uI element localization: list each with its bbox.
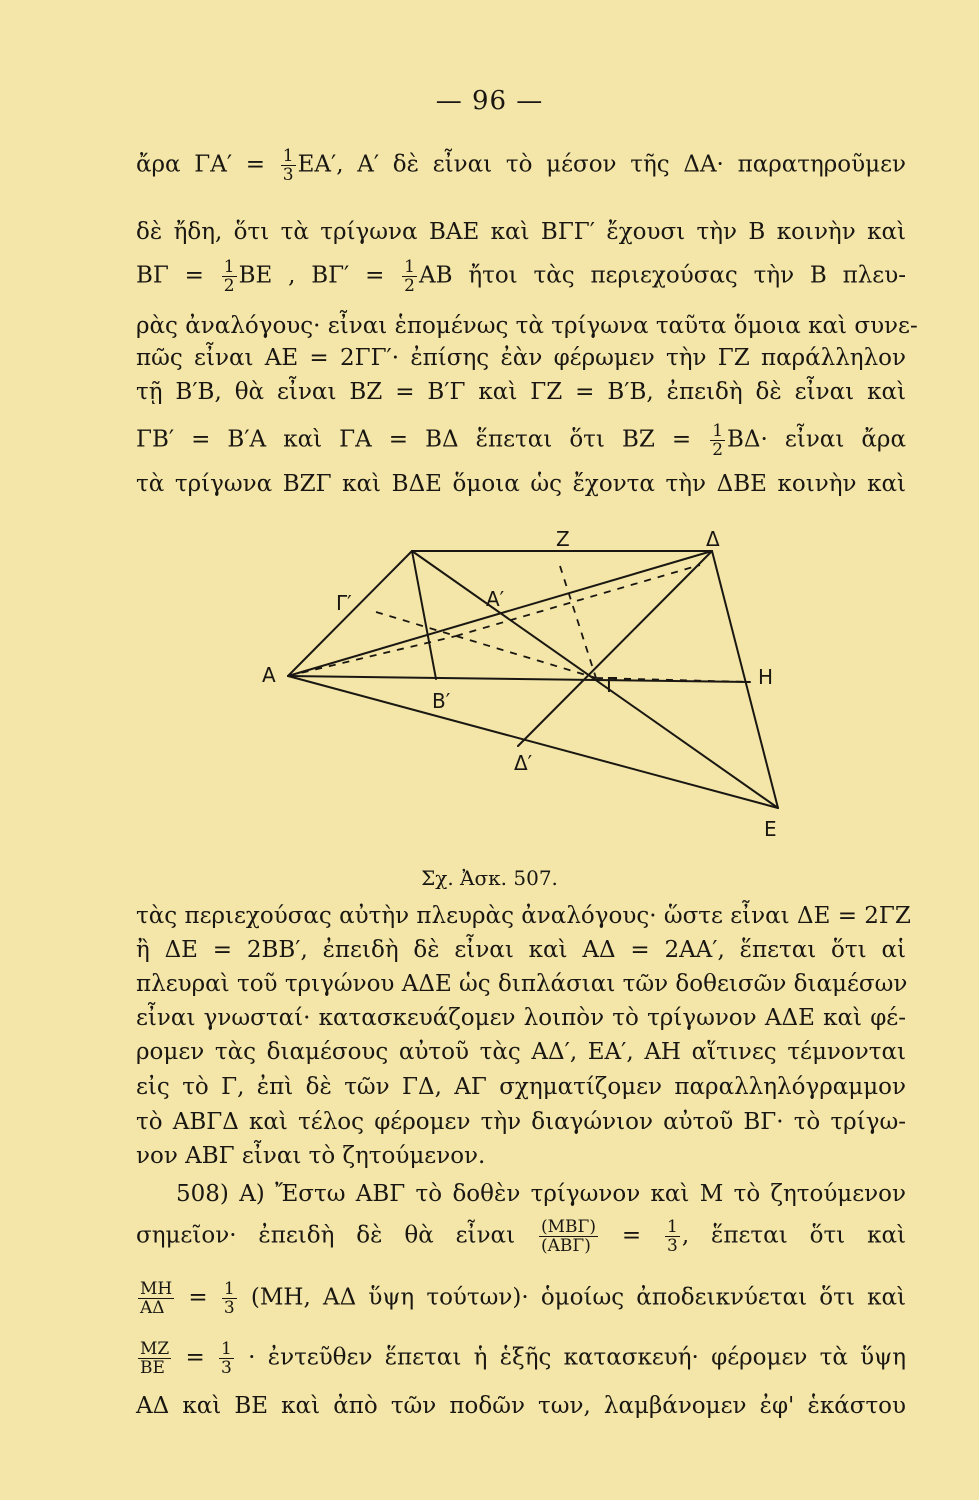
fraction: $\frac{1}{2}$ [712,421,724,460]
text-line: $\frac{MH}{A\Delta}$ = $\frac{1}{3}$ (ΜΗ, ΑΔ ὕψη τούτων)· ὁμοίως ἀποδεικνύεται ὅτι καὶ [140,1279,906,1318]
fraction: $\frac{1}{3}$ [223,1279,235,1318]
fraction: $\frac{1}{2}$ [404,257,415,296]
text-line: ρομεν τὰς διαμέσους αὐτοῦ τὰς ΑΔ′, ΕΑ′, ΑΗ αἵτινες τέμνονται [136,1039,906,1065]
text-line: εἰς τὸ Γ, ἐπὶ δὲ τῶν ΓΔ, ΑΓ σχηματίζομεν παραλληλόγραμμον [136,1074,906,1100]
fraction: $\frac{1}{3}$ [221,1339,232,1378]
label-A1: Α′ [486,587,505,611]
label-D1: Δ′ [514,751,533,775]
text-line: 508) Α) Ἔστω ΑΒΓ τὸ δοθὲν τρίγωνον καὶ Μ τὸ ζητούμενον [176,1181,906,1207]
fraction: $\frac{1}{2}$ [223,257,235,296]
text-line: ἢ ΔΕ = 2ΒΒ′, ἐπειδὴ δὲ εἶναι καὶ ΑΔ = 2ΑΑ′, ἕπεται ὅτι αἱ [136,937,906,963]
text-line: ΒΓ = $\frac{1}{2}$ ΒΕ , ΒΓ′ = $\frac{1}{2}$ ΑΒ ἤτοι τὰς περιεχούσας τὴν Β πλευ- [136,257,906,296]
fraction: $\frac{1}{3}$ [282,146,294,185]
fraction: $\frac{MZ}{BE}$ [140,1339,170,1378]
fraction: $\frac{\text{(ΜΒΓ)}}{\text{(ΑΒΓ)}}$ [541,1217,596,1256]
text-line: τὸ ΑΒΓΔ καὶ τέλος φέρομεν τὴν διαγώνιον αὐτοῦ ΒΓ· τὸ τρίγω- [136,1109,906,1135]
label-G: Γ [606,673,618,697]
segment-G1G [376,612,596,678]
text-line: τὰ τρίγωνα ΒΖΓ καὶ ΒΔΕ ὅμοια ὡς ἔχοντα τὴν ΔΒΕ κοινὴν καὶ [136,471,906,497]
text-line: νον ΑΒΓ εἶναι τὸ ζητούμενον. [136,1143,486,1169]
text-line: πῶς εἶναι ΑΕ = 2ΓΓ′· ἐπίσης ἐὰν φέρωμεν τὴν ΓΖ παράλληλον [136,345,906,371]
text-line: ΑΔ καὶ ΒΕ καὶ ἀπὸ τῶν ποδῶν των, λαμβάνομεν ἐφ' ἑκάστου [136,1393,906,1419]
label-H: Η [758,665,774,689]
label-Z: Z [556,527,570,551]
text-line: ρὰς ἀναλόγους· εἶναι ἑπομένως τὰ τρίγωνα ταῦτα ὅμοια καὶ συνε- [136,313,918,339]
label-E: Ε [764,817,777,841]
figure-caption: Σχ. Ἀσκ. 507. [421,866,558,890]
text-line: ἄρα ΓΑ′ = $\frac{1}{3}$ ΕΑ′, Α′ δὲ εἶναι τὸ μέσον τῆς ΔΑ· παρατηροῦμεν [136,146,906,185]
segment-BB1 [412,551,436,679]
page-number: — 96 — [435,86,544,116]
text-line: εἶναι γνωσταί· κατασκευάζομεν λοιπὸν τὸ τρίγωνον ΑΔΕ καὶ φέ- [136,1005,906,1031]
label-B1: Β′ [432,689,451,713]
fraction: $\frac{MH}{A\Delta}$ [140,1279,173,1318]
segment-AE [288,676,778,808]
text-line: πλευραὶ τοῦ τριγώνου ΑΔΕ ὡς διπλάσιαι τῶν δοθεισῶν διαμέσων [136,971,908,997]
text-line: ΓΒ′ = Β′Α καὶ ΓΑ = ΒΔ ἕπεται ὅτι ΒΖ = $\frac{1}{2}$ ΒΔ· εἶναι ἄρα [136,421,906,460]
segment-ZG [560,566,596,678]
text-line: δὲ ἤδη, ὅτι τὰ τρίγωνα ΒΑΕ καὶ ΒΓΓ′ ἔχουσι τὴν Β κοινὴν καὶ [136,219,906,245]
text-line: $\frac{MZ}{BE}$ = $\frac{1}{3}$ · ἐντεῦθεν ἕπεται ἡ ἑξῆς κατασκευή· φέρομεν τὰ ὕψη [140,1339,906,1378]
text-line: τῇ Β′Β, θὰ εἶναι ΒΖ = Β′Γ καὶ ΓΖ = Β′Β, ἐπειδὴ δὲ εἶναι καὶ [136,379,906,405]
text-line: σημεῖον· ἐπειδὴ δὲ θὰ εἶναι $\frac{\text{(ΜΒΓ)}}{\text{(ΑΒΓ)}}$ = $\frac{1}{3}$ , ἕπεται ὅτι καὶ [136,1217,906,1256]
label-A: Α [262,663,276,687]
geometry-figure [0,510,979,850]
label-D: Δ [706,527,720,551]
fraction: $\frac{1}{3}$ [667,1217,678,1256]
label-G1: Γ′ [336,591,352,615]
text-line: τὰς περιεχούσας αὐτὴν πλευρὰς ἀναλόγους· ὥστε εἶναι ΔΕ = 2ΓΖ [136,903,911,929]
